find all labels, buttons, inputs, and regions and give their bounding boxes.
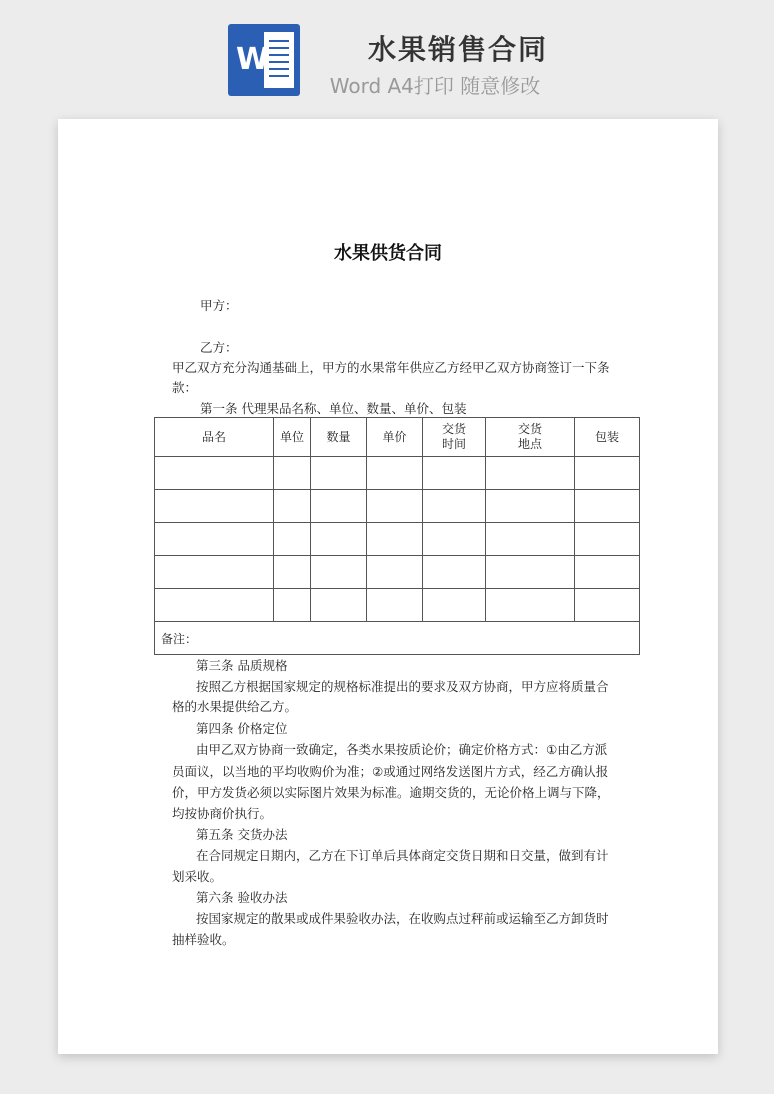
table-cell[interactable] bbox=[274, 589, 311, 622]
banner-subtitle: Word A4打印 随意修改 bbox=[329, 74, 541, 98]
table-cell[interactable] bbox=[311, 589, 367, 622]
table-cell[interactable] bbox=[274, 556, 311, 589]
document-page bbox=[58, 119, 718, 1054]
table-cell[interactable] bbox=[155, 589, 274, 622]
table-cell[interactable] bbox=[155, 490, 274, 523]
table-cell[interactable] bbox=[311, 490, 367, 523]
header-unit: 单位 bbox=[274, 418, 311, 457]
table-cell[interactable] bbox=[486, 589, 575, 622]
article3-line: 按照乙方根据国家规定的规格标准提出的要求及双方协商，甲方应将质量合 bbox=[196, 679, 609, 694]
article4-heading: 第四条 价格定位 bbox=[196, 721, 288, 736]
word-icon bbox=[228, 24, 300, 96]
table-cell[interactable] bbox=[155, 523, 274, 556]
table-cell[interactable] bbox=[575, 523, 640, 556]
table-cell[interactable] bbox=[367, 589, 423, 622]
article5-line: 划采收。 bbox=[172, 869, 223, 884]
table-cell[interactable] bbox=[155, 556, 274, 589]
table-cell[interactable] bbox=[423, 589, 486, 622]
header-unit-price: 单价 bbox=[367, 418, 423, 457]
article1-heading: 第一条 代理果品名称、单位、数量、单价、包装 bbox=[200, 401, 467, 416]
table-cell[interactable] bbox=[575, 457, 640, 490]
table-cell[interactable] bbox=[274, 457, 311, 490]
word-letter: W bbox=[236, 42, 270, 77]
table-cell[interactable] bbox=[575, 556, 640, 589]
table-header-row bbox=[155, 418, 640, 457]
article5-line: 在合同规定日期内，乙方在下订单后具体商定交货日期和日交量，做到有计 bbox=[196, 848, 609, 863]
table-cell[interactable] bbox=[274, 490, 311, 523]
remark-row bbox=[155, 622, 640, 655]
table-cell[interactable] bbox=[311, 523, 367, 556]
table-cell[interactable] bbox=[367, 457, 423, 490]
article3-line: 格的水果提供给乙方。 bbox=[172, 699, 298, 714]
table-cell[interactable] bbox=[311, 457, 367, 490]
table-row bbox=[155, 523, 640, 556]
table-cell[interactable] bbox=[423, 457, 486, 490]
article5-heading: 第五条 交货办法 bbox=[196, 827, 288, 842]
article3-heading: 第三条 品质规格 bbox=[196, 658, 288, 673]
article4-line: 由甲乙双方协商一致确定，各类水果按质论价；确定价格方式：①由乙方派 bbox=[196, 742, 608, 757]
intro-line: 款： bbox=[172, 380, 198, 395]
header-packaging: 包装 bbox=[575, 418, 640, 457]
table-cell[interactable] bbox=[575, 589, 640, 622]
table-cell[interactable] bbox=[155, 457, 274, 490]
table-cell[interactable] bbox=[311, 556, 367, 589]
table-cell[interactable] bbox=[423, 490, 486, 523]
header-quantity: 数量 bbox=[311, 418, 367, 457]
intro-line: 甲乙双方充分沟通基础上，甲方的水果常年供应乙方经甲乙双方协商签订一下条 bbox=[172, 360, 610, 375]
article4-line: 员面议，以当地的平均收购价为准；②或通过网络发送图片方式，经乙方确认报 bbox=[172, 764, 609, 779]
table-row bbox=[155, 589, 640, 622]
article6-line: 按国家规定的散果或成件果验收办法，在收购点过秤前或运输至乙方卸货时 bbox=[196, 911, 609, 926]
header-name: 品名 bbox=[155, 418, 274, 457]
table-row bbox=[155, 490, 640, 523]
remark-cell[interactable]: 备注： bbox=[155, 622, 640, 655]
table-cell[interactable] bbox=[423, 556, 486, 589]
table-cell[interactable] bbox=[486, 556, 575, 589]
article4-line: 均按协商价执行。 bbox=[172, 806, 273, 821]
table-cell[interactable] bbox=[575, 490, 640, 523]
table-cell[interactable] bbox=[486, 523, 575, 556]
banner-title: 水果销售合同 bbox=[367, 33, 548, 66]
table-cell[interactable] bbox=[486, 490, 575, 523]
table-cell[interactable] bbox=[423, 523, 486, 556]
table-cell[interactable] bbox=[486, 457, 575, 490]
table-row bbox=[155, 457, 640, 490]
table-cell[interactable] bbox=[274, 523, 311, 556]
table-cell[interactable] bbox=[367, 523, 423, 556]
table-row bbox=[155, 556, 640, 589]
table-cell[interactable] bbox=[367, 556, 423, 589]
article6-heading: 第六条 验收办法 bbox=[196, 890, 288, 905]
document-title: 水果供货合同 bbox=[334, 243, 442, 264]
party-a-label: 甲方： bbox=[200, 298, 238, 313]
article6-line: 抽样验收。 bbox=[172, 932, 235, 947]
table-cell[interactable] bbox=[367, 490, 423, 523]
party-b-label: 乙方： bbox=[200, 340, 238, 355]
header-delivery-time: 交货 时间 bbox=[423, 418, 486, 457]
header-delivery-place: 交货 地点 bbox=[486, 418, 575, 457]
goods-table bbox=[154, 417, 640, 655]
article4-line: 价，甲方发货必须以实际图片效果为标准。逾期交货的，无论价格上调与下降， bbox=[172, 785, 610, 800]
banner bbox=[0, 0, 774, 110]
